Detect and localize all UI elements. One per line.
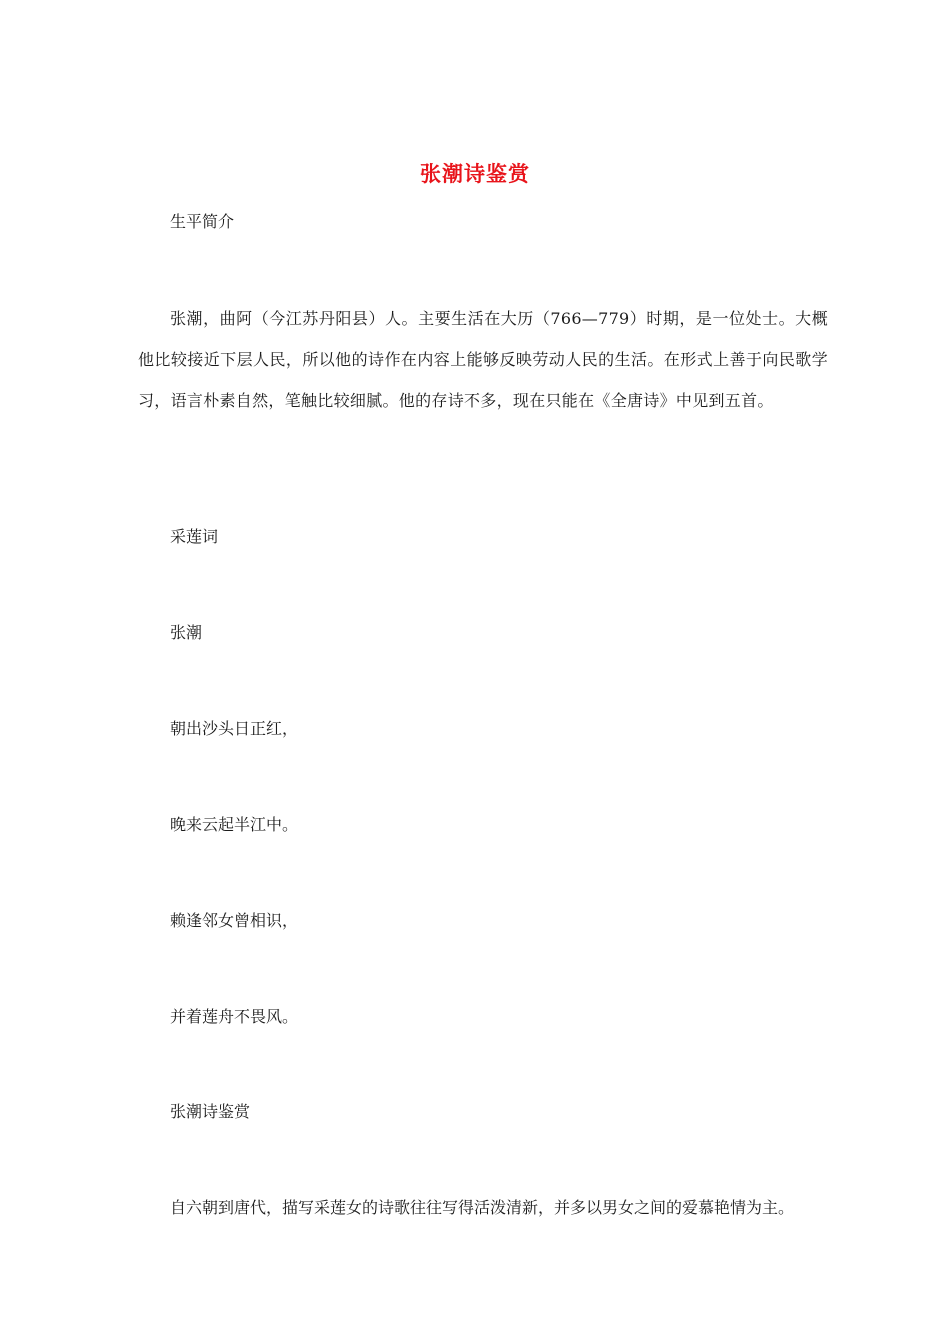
document-title: 张潮诗鉴赏: [420, 162, 530, 186]
poem-line: 晚来云起半江中。: [170, 815, 299, 834]
poem-author: 张潮: [170, 623, 203, 642]
bio-paragraph: 张潮，曲阿（今江苏丹阳县）人。主要生活在大历（766—779）时期，是一位处士。大概他比较接近下层人民，所以他的诗作在内容上能够反映劳动人民的生活。在形式上善于向民歌学习，语言朴素自然，笔触比较细腻。他的存诗不多，现在只能在《全唐诗》中见到五首。: [138, 309, 828, 410]
appreciation-text: 自六朝到唐代，描写采莲女的诗歌往往写得活泼清新，并多以男女之间的爱慕艳情为主。: [170, 1198, 795, 1217]
poem-title: 采莲词: [170, 527, 219, 546]
poem-line: 并着莲舟不畏风。: [170, 1007, 299, 1026]
poem-line: 朝出沙头日正红，: [170, 719, 299, 738]
poem-line: 赖逢邻女曾相识，: [170, 911, 299, 930]
appreciation-heading: 张潮诗鉴赏: [170, 1102, 251, 1121]
section-heading-bio: 生平简介: [170, 212, 235, 231]
